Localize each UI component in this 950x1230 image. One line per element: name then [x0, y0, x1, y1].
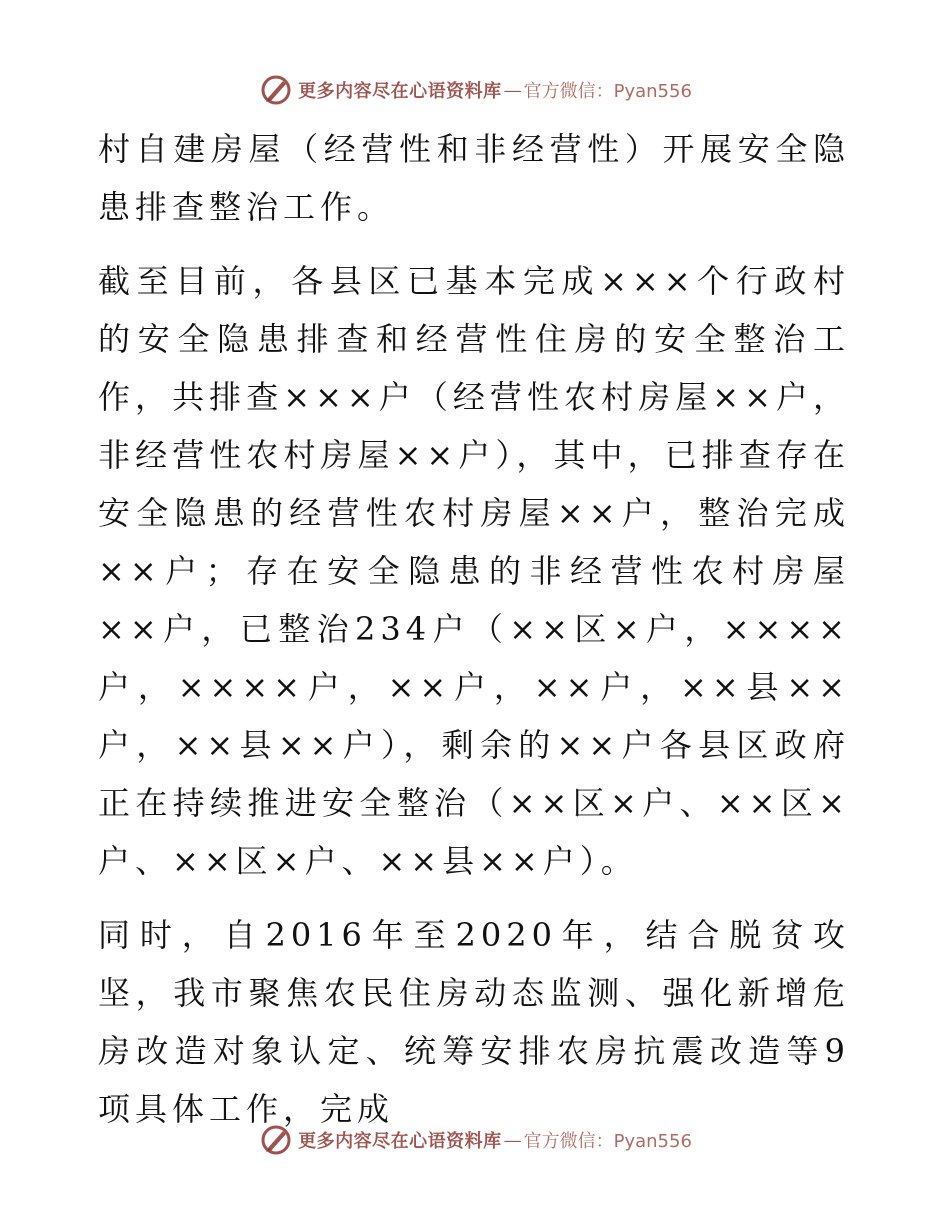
watermark-contact: 官方微信：Pyan556 [523, 81, 692, 102]
document-body [98, 120, 850, 1138]
paragraph-2: 截至目前，各县区已基本完成×××个行政村的安全隐患排查和经营性住房的安全整治工作，共排查×××户（经营性农村房屋××户，非经营性农村房屋××户），其中，已排查存在安全隐患的经营性农村房屋××户，整治完成××户；存在安全隐患的非经营性农村房屋××户，已整治234户（××区×户，××××户，××××户，××户，××户，××县××户，××县××户），剩余的××户各县区政府正在持续推进安全整治（××区×户、××区×户、××区×户、××县××户）。 [98, 262, 850, 880]
pen-logo-icon [258, 1122, 294, 1158]
watermark-brand: 更多内容尽在心语资料库 [298, 81, 502, 102]
paragraph-3: 同时，自2016年至2020年，结合脱贫攻坚，我市聚焦农民住房动态监测、强化新增危房改造对象认定、统筹安排农房抗震改造等9项具体工作，完成 [98, 916, 850, 1128]
watermark-separator: — [503, 79, 522, 101]
watermark-brand: 更多内容尽在心语资料库 [298, 1131, 502, 1152]
pen-logo-icon [258, 72, 294, 108]
paragraph-1: 村自建房屋（经营性和非经营性）开展安全隐患排查整治工作。 [98, 130, 850, 226]
watermark-contact: 官方微信：Pyan556 [523, 1131, 692, 1152]
header-watermark [0, 70, 950, 110]
footer-watermark [0, 1120, 950, 1160]
watermark-separator: — [503, 1129, 522, 1151]
